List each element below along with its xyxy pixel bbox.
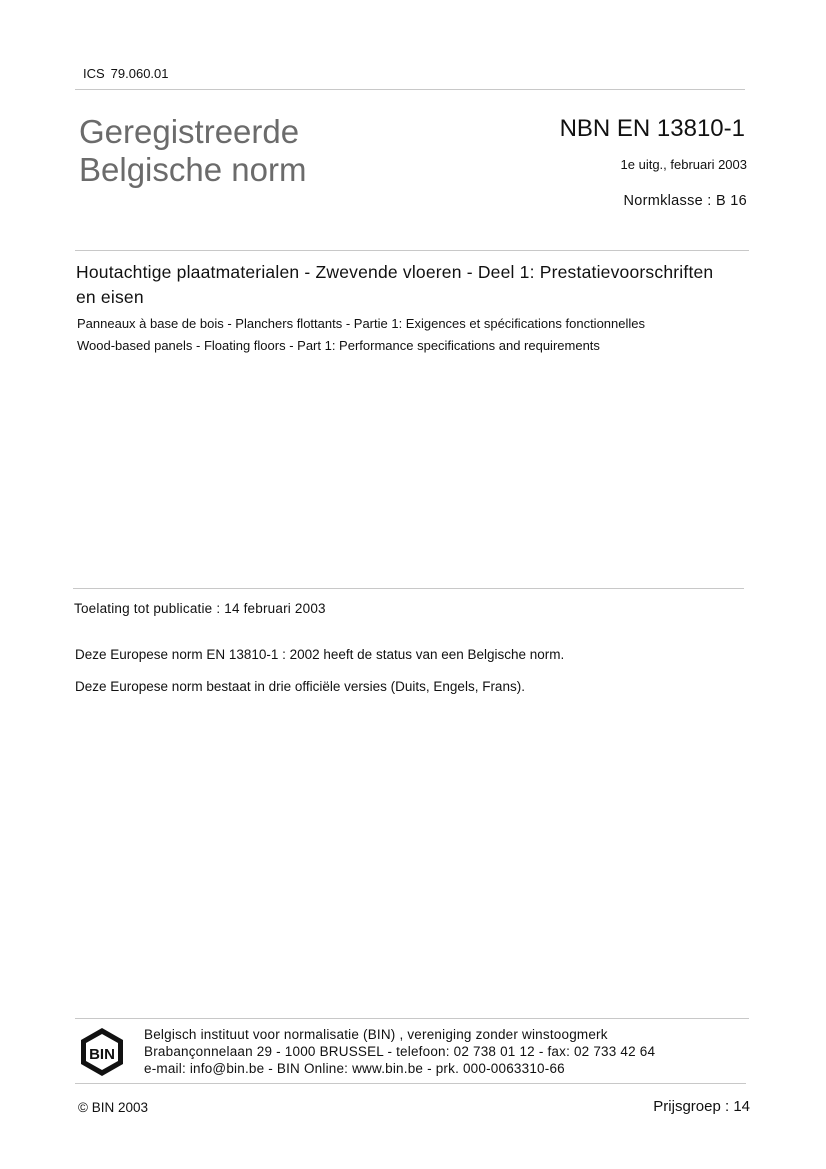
document-title-line1: Geregistreerde (79, 113, 300, 150)
norm-code: NBN EN 13810-1 (559, 115, 745, 142)
header-divider (75, 89, 745, 90)
institute-address: Brabançonnelaan 29 - 1000 BRUSSEL - telefoon: 02 738 01 12 - fax: 02 733 42 64 (144, 1044, 656, 1059)
edition-date: 1e uitg., februari 2003 (620, 157, 747, 172)
footer-address-block (144, 1026, 655, 1077)
title-french: Panneaux à base de bois - Planchers flottants - Partie 1: Exigences et spécifications fonctionnelles (77, 316, 645, 331)
document-title-line2: Belgische norm (79, 151, 307, 188)
title-english: Wood-based panels - Floating floors - Part 1: Performance specifications and requirements (77, 338, 600, 353)
title-divider (75, 250, 749, 251)
ics-label: ICS (83, 66, 105, 81)
footer-bottom-divider (75, 1083, 746, 1084)
copyright: © BIN 2003 (78, 1100, 148, 1115)
title-dutch: Houtachtige plaatmaterialen - Zwevende vloeren - Deel 1: Prestatievoorschriften en eisen (76, 262, 714, 307)
ics-code: 79.060.01 (110, 66, 169, 81)
body-divider (73, 588, 744, 589)
versions-statement: Deze Europese norm bestaat in drie officiële versies (Duits, Engels, Frans). (75, 679, 525, 694)
publication-approval: Toelating tot publicatie : 14 februari 2003 (74, 601, 326, 616)
document-title (79, 113, 306, 189)
institute-contact: e-mail: info@bin.be - BIN Online: www.bin.be - prk. 000-0063310-66 (144, 1061, 565, 1076)
bin-logo (79, 1027, 125, 1077)
price-group: Prijsgroep : 14 (653, 1098, 750, 1115)
institute-name: Belgisch instituut voor normalisatie (BIN) , vereniging zonder winstoogmerk (144, 1027, 608, 1042)
ics-line (83, 66, 169, 81)
logo-lettering: BIN (89, 1046, 115, 1063)
norm-class: Normklasse : B 16 (623, 193, 747, 209)
footer-top-divider (75, 1018, 749, 1019)
status-statement: Deze Europese norm EN 13810-1 : 2002 heeft de status van een Belgische norm. (75, 647, 565, 662)
